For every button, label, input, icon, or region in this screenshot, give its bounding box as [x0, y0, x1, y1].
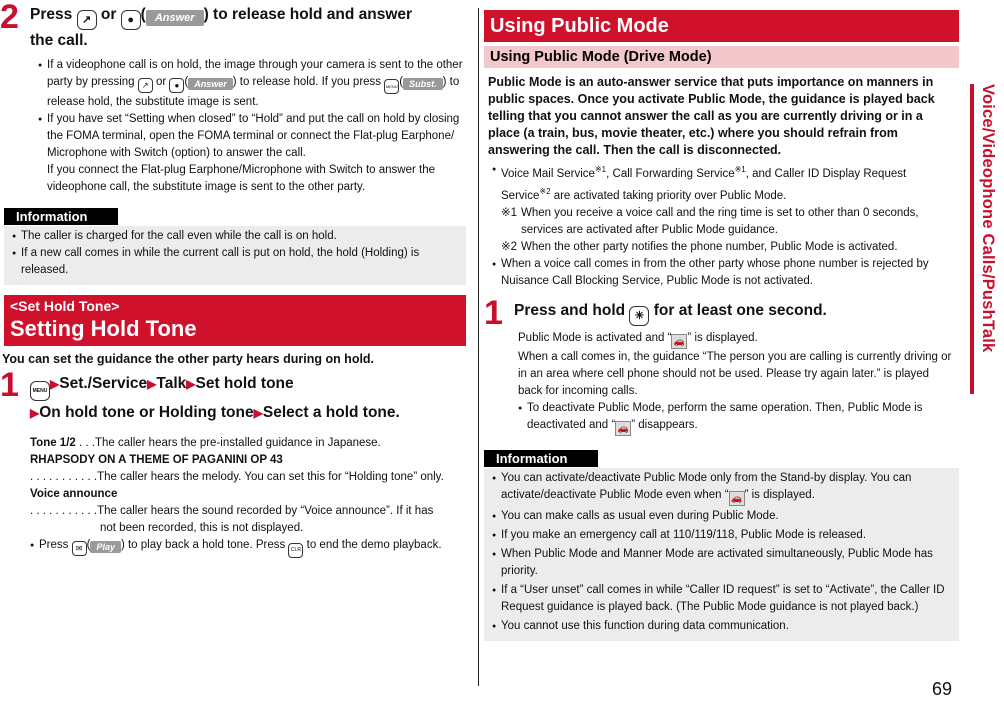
send-key-icon: ↗ — [138, 78, 153, 93]
information-label: Information — [4, 208, 118, 225]
option-rhapsody-desc: . . . . . . . . . . .The caller hears the melody. You can set this for “Holding tone” only. — [30, 471, 444, 483]
step-text: When a call comes in, the guidance “The person you are calling is currently driving or in an area where cell phone should not be used. Please try again later.” is played back for incoming calls. — [518, 350, 952, 397]
section-intro: Public Mode is an auto-answer service that puts importance on manners in public spaces. Once you activate Public Mode, the guidance is played back telling that you cannot answer the call as you are currently driving or in a place (a train, bus, movie theater, etc.) where you should refrain from answering the call. Then the call is disconnected. — [488, 75, 935, 157]
option-tone: Tone 1/2 . . .The caller hears the pre-installed guidance in Japanese. — [30, 437, 381, 449]
right-column — [484, 0, 959, 641]
step-text: Public Mode is activated and “ 🚗 ” is displayed. — [518, 330, 955, 349]
step-1-body — [518, 330, 955, 436]
bullet-continuation: If you connect the Flat-plug Earphone/Microphone with Switch to answer the videophone call, the substitute image is sent to the other party. — [47, 164, 436, 193]
step-number: 1 — [484, 293, 503, 332]
page-number: 69 — [931, 679, 952, 699]
section-title: Setting Hold Tone — [10, 316, 197, 341]
bullet: ● If you have set “Setting when closed” to “Hold” and put the call on hold by closing the FOMA terminal, open the FOMA terminal or connect the Flat-plug Earphone/ Microphone with Switch (option) to answer the call. — [38, 111, 466, 162]
info-item: ● If a new call comes in while the current call is put on hold, the hold (Holding) is released. — [12, 245, 458, 279]
chapter-title: Voice/Videophone Calls/PushTalk — [979, 84, 997, 353]
step-heading: Press and hold ✳ for at least one second. — [514, 300, 959, 326]
info-item: ● When Public Mode and Manner Mode are activated simultaneously, Public Mode has priority. — [492, 546, 951, 580]
info-item: ● If you make an emergency call at 110/119/118, Public Mode is released. — [492, 527, 951, 544]
step-number: 2 — [0, 0, 19, 36]
footnote: ※1 When you receive a voice call and the ring time is set to other than 0 seconds, services are activated after Public Mode guidance. — [501, 206, 919, 236]
menu-key-icon: MENU — [30, 381, 50, 401]
bullet: ● Press ✉ ( Play ) to play back a hold tone. Press CLR to end the demo playback. — [30, 537, 466, 558]
arrow-icon: ▶ — [147, 377, 157, 391]
arrow-icon: ▶ — [253, 406, 263, 420]
chapter-side-tab — [970, 84, 1004, 394]
side-tab-bar — [970, 84, 974, 394]
clr-key-icon: CLR — [288, 543, 303, 558]
section-intro: You can set the guidance the other party hears during on hold. — [2, 352, 375, 366]
information-label: Information — [484, 450, 598, 467]
option-voice-term: Voice announce — [30, 488, 118, 500]
send-key-icon: ↗ — [77, 10, 97, 30]
info-item: ● The caller is charged for the call even while the call is on hold. — [12, 228, 458, 245]
step-heading: MENU ▶Set./Service▶Talk▶Set hold tone ▶On hold tone or Holding tone▶Select a hold tone. — [30, 375, 400, 421]
step-2-body — [38, 57, 466, 196]
information-box — [484, 450, 959, 641]
public-mode-notes — [492, 161, 955, 290]
arrow-icon: ▶ — [186, 377, 196, 391]
menu-key-icon: MENU — [384, 79, 399, 94]
section-header — [4, 295, 466, 346]
center-key-icon: ● — [121, 10, 141, 30]
information-content — [4, 226, 466, 285]
bullet: ● Voice Mail Service$^{※1}$, Call Forwarding Service$^{※1}$, and Caller ID Display Request Service$^{※2}$ are activated taking priority over Public Mode. — [492, 161, 955, 205]
step-1 — [484, 293, 959, 332]
subst-softkey: Subst. — [403, 78, 443, 90]
center-key-icon: ● — [169, 78, 184, 93]
arrow-icon: ▶ — [50, 377, 60, 391]
info-item: ● You can make calls as usual even during Public Mode. — [492, 508, 951, 525]
left-column — [0, 0, 470, 558]
mail-key-icon: ✉ — [72, 541, 87, 556]
info-item: ● You cannot use this function during data communication. — [492, 618, 951, 635]
bullet: ● When a voice call comes in from the other party whose phone number is rejected by Nuisance Call Blocking Service, Public Mode is not activated. — [492, 256, 955, 290]
answer-softkey: Answer — [188, 78, 233, 90]
step-2 — [0, 0, 470, 51]
arrow-icon: ▶ — [30, 406, 40, 420]
bullet: ● If a videophone call is on hold, the image through your camera is sent to the other party by pressing ↗ or ● ( Answer ) to release hold. If you press MENU ( Subst. ) to release hold, the substitute image is sent. — [38, 57, 466, 111]
step-1 — [0, 366, 470, 425]
footnote: ※2 When the other party notifies the phone number, Public Mode is activated. — [501, 240, 898, 253]
section-subtitle: Using Public Mode (Drive Mode) — [484, 46, 959, 68]
info-item: ● You can activate/deactivate Public Mode only from the Stand-by display. You can activate/deactivate Public Mode even when “ 🚗 ” is displayed. — [492, 470, 951, 506]
option-voice-desc: . . . . . . . . . . .The caller hears the sound recorded by “Voice announce”. If it has — [30, 505, 434, 517]
answer-softkey: Answer — [146, 10, 204, 26]
option-voice-desc-cont: not been recorded, this is not displayed. — [100, 522, 304, 534]
public-mode-icon: 🚗 — [729, 491, 745, 506]
column-divider — [478, 8, 479, 686]
star-key-icon: ✳ — [629, 306, 649, 326]
information-box — [4, 208, 466, 285]
information-content — [484, 468, 959, 641]
public-mode-icon: 🚗 — [615, 421, 631, 436]
step-number: 1 — [0, 366, 19, 404]
options-list — [30, 435, 466, 558]
public-mode-icon: 🚗 — [671, 334, 687, 349]
section-tag: <Set Hold Tone> — [10, 298, 120, 314]
step-heading: Press ↗ or ● ( Answer ) to release hold and answer the call. — [30, 6, 413, 49]
play-softkey: Play — [90, 541, 121, 553]
info-item: ● If a “User unset” call comes in while “Caller ID request” is set to “Activate”, the Caller ID Request guidance is played back. (The Public Mode guidance is not played back.) — [492, 582, 951, 616]
section-title: Using Public Mode — [484, 10, 959, 42]
option-rhapsody-term: RHAPSODY ON A THEME OF PAGANINI OP 43 — [30, 454, 283, 466]
bullet: ● To deactivate Public Mode, perform the same operation. Then, Public Mode is deactivated and “ 🚗 ” disappears. — [518, 400, 955, 436]
